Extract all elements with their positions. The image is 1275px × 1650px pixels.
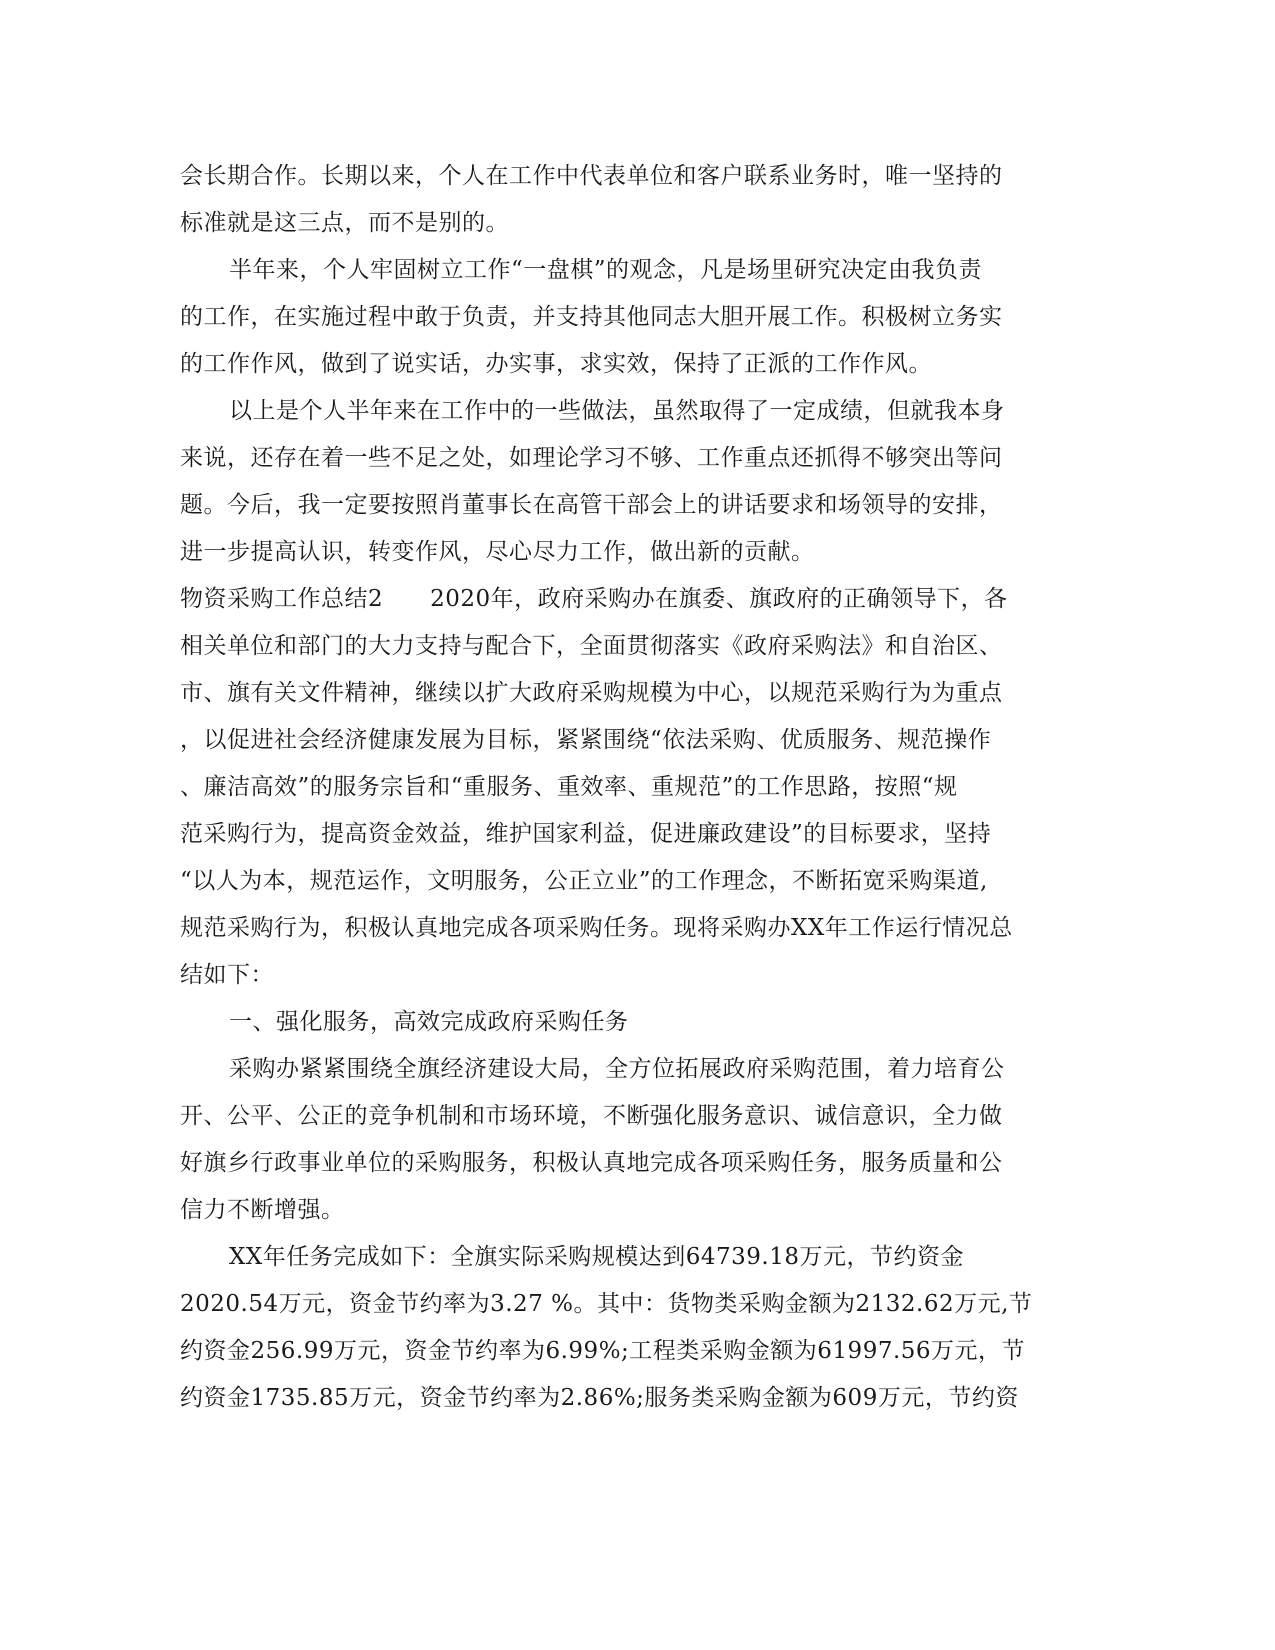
text-line: 相关单位和部门的大力支持与配合下，全面贯彻落实《政府采购法》和自治区、 (180, 633, 1003, 659)
text-line: 来说，还存在着一些不足之处，如理论学习不够、工作重点还抓得不够突出等问 (180, 445, 1003, 471)
text-line: 范采购行为，提高资金效益，维护国家利益，促进廉政建设”的目标要求，坚持 (180, 821, 992, 847)
text-line: 市、旗有关文件精神，继续以扩大政府采购规模为中心，以规范采购行为为重点 (180, 680, 1003, 706)
text-line: 的工作作风，做到了说实话，办实事，求实效，保持了正派的工作作风。 (180, 351, 932, 377)
text-line: 信力不断增强。 (180, 1197, 345, 1223)
text-line: 会长期合作。长期以来，个人在工作中代表单位和客户联系业务时，唯一坚持的 (180, 163, 1003, 189)
text-line: 、廉洁高效”的服务宗旨和“重服务、重效率、重规范”的工作思路，按照“规 (180, 774, 958, 800)
subheading-line: 一、强化服务，高效完成政府采购任务 (229, 1009, 629, 1035)
text-line: 2020.54万元，资金节约率为3.27 %。其中：货物类采购金额为2132.62万元,节 (180, 1291, 1033, 1317)
text-line: 题。今后，我一定要按照肖董事长在高管干部会上的讲话要求和场领导的安排， (180, 492, 1003, 518)
paragraph-start-line: 采购办紧紧围绕全旗经济建设大局，全方位拓展政府采购范围，着力培育公 (229, 1056, 1005, 1082)
text-line: 规范采购行为，积极认真地完成各项采购任务。现将采购办XX年工作运行情况总 (180, 915, 1013, 941)
text-line: 进一步提高认识，转变作风，尽心尽力工作，做出新的贡献。 (180, 539, 815, 565)
paragraph-start-line: XX年任务完成如下：全旗实际采购规模达到64739.18万元，节约资金 (229, 1244, 964, 1270)
text-line: ，以促进社会经济健康发展为目标，紧紧围绕“依法采购、优质服务、规范操作 (180, 727, 992, 753)
paragraph-start-line: 以上是个人半年来在工作中的一些做法，虽然取得了一定成绩，但就我本身 (229, 398, 1005, 424)
text-line: 的工作，在实施过程中敢于负责，并支持其他同志大胆开展工作。积极树立务实 (180, 304, 1003, 330)
section-title-line: 物资采购工作总结2 2020年，政府采购办在旗委、旗政府的正确领导下，各 (180, 586, 1008, 612)
paragraph-start-line: 半年来，个人牢固树立工作“一盘棋”的观念，凡是场里研究决定由我负责 (229, 257, 983, 283)
text-line: 标准就是这三点，而不是别的。 (180, 210, 509, 236)
text-line: 好旗乡行政事业单位的采购服务，积极认真地完成各项采购任务，服务质量和公 (180, 1150, 1003, 1176)
text-line: 约资金1735.85万元，资金节约率为2.86%;服务类采购金额为609万元，节约资 (180, 1385, 1019, 1411)
text-line: 开、公平、公正的竞争机制和市场环境，不断强化服务意识、诚信意识，全力做 (180, 1103, 1003, 1129)
text-line: “以人为本，规范运作，文明服务，公正立业”的工作理念，不断拓宽采购渠道, (180, 868, 988, 894)
text-line: 结如下： (180, 962, 274, 988)
text-line: 约资金256.99万元，资金节约率为6.99%;工程类采购金额为61997.56万元，节 (180, 1338, 1026, 1364)
